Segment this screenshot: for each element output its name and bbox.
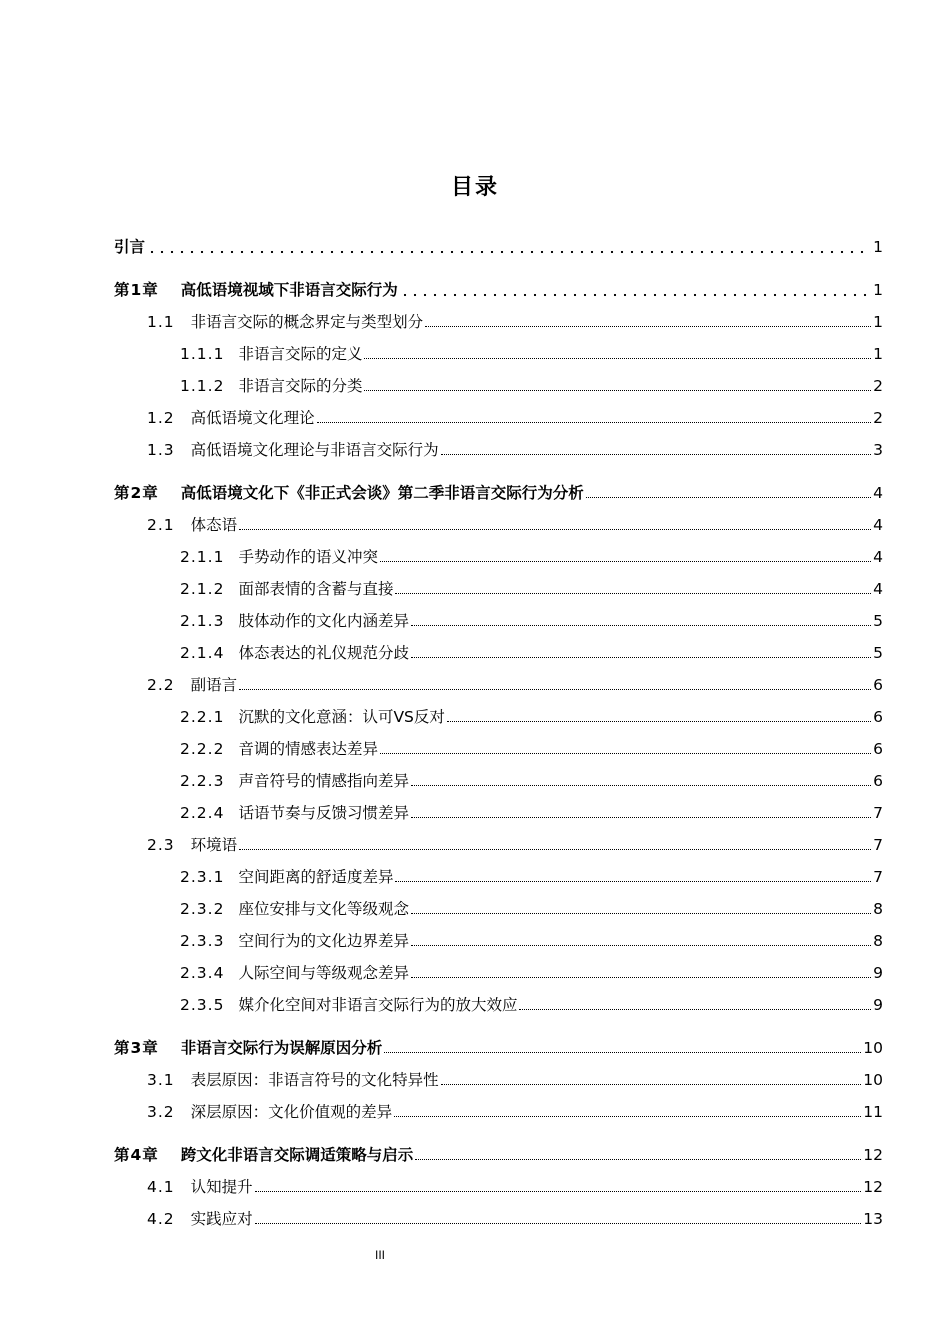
toc-entry-text: 高低语境文化下《非正式会谈》第二季非语言交际行为分析 bbox=[180, 484, 584, 502]
toc-entry-page: 6 bbox=[873, 772, 883, 790]
toc-entry[interactable] bbox=[114, 510, 883, 536]
toc-entry-text: 高低语境文化理论 bbox=[190, 409, 315, 427]
toc-entry-text: 声音符号的情感指向差异 bbox=[238, 772, 409, 790]
toc-entry[interactable] bbox=[114, 958, 883, 984]
toc-entry[interactable] bbox=[114, 478, 883, 504]
toc-entry-number: 2.2.3 bbox=[180, 772, 225, 790]
toc-entry-label bbox=[147, 834, 237, 856]
toc-entry-page: 4 bbox=[873, 484, 883, 502]
toc-entry-page: 1 bbox=[873, 313, 883, 331]
toc-entry-label bbox=[180, 610, 409, 632]
dot-leader bbox=[147, 250, 871, 254]
toc-entry-number: 2.2.2 bbox=[180, 740, 225, 758]
toc-entry[interactable] bbox=[114, 307, 883, 333]
toc-entry-page: 4 bbox=[873, 580, 883, 598]
toc-entry-page: 3 bbox=[873, 441, 883, 459]
toc-entry-label bbox=[180, 343, 362, 365]
toc-entry-page: 7 bbox=[873, 868, 883, 886]
toc-entry-number: 2.1 bbox=[147, 516, 175, 534]
toc-entry-page: 1 bbox=[873, 345, 883, 363]
toc-entry-label bbox=[147, 514, 237, 536]
toc-entry-text: 认知提升 bbox=[190, 1178, 253, 1196]
toc-entry-page: 12 bbox=[863, 1178, 883, 1196]
toc-entry-text: 非语言交际的概念界定与类型划分 bbox=[190, 313, 424, 331]
dot-leader bbox=[411, 817, 871, 818]
dot-leader bbox=[411, 945, 871, 946]
toc-entry-page: 6 bbox=[873, 676, 883, 694]
toc-entry-number: 1.1 bbox=[147, 313, 175, 331]
toc-entry[interactable] bbox=[114, 990, 883, 1016]
toc-entry-page: 6 bbox=[873, 740, 883, 758]
toc-entry-page: 12 bbox=[863, 1146, 883, 1164]
page-title: 目录 bbox=[450, 175, 499, 200]
toc-entry[interactable] bbox=[114, 542, 883, 568]
toc-entry-label bbox=[147, 439, 439, 461]
dot-leader bbox=[239, 849, 871, 850]
toc-entry-number: 2.3.2 bbox=[180, 900, 225, 918]
dot-leader bbox=[400, 293, 871, 297]
dot-leader bbox=[395, 881, 871, 882]
dot-leader bbox=[519, 1009, 871, 1010]
toc-entry-page: 11 bbox=[863, 1103, 883, 1121]
toc-entry-page: 13 bbox=[863, 1210, 883, 1228]
toc-entry-text: 深层原因：文化价值观的差异 bbox=[190, 1103, 393, 1121]
toc-entry-page: 1 bbox=[873, 281, 883, 299]
toc-entry-page: 9 bbox=[873, 996, 883, 1014]
toc-entry-text: 座位安排与文化等级观念 bbox=[238, 900, 409, 918]
toc-entry-page: 1 bbox=[873, 238, 883, 256]
toc-entry[interactable] bbox=[114, 435, 883, 461]
toc-entry-label bbox=[147, 311, 423, 333]
toc-entry[interactable] bbox=[114, 1065, 883, 1091]
toc-entry-label bbox=[147, 1176, 253, 1198]
dot-leader bbox=[411, 657, 871, 658]
toc-entry[interactable] bbox=[114, 606, 883, 632]
toc-entry-label bbox=[147, 1208, 253, 1230]
dot-leader bbox=[394, 1116, 861, 1117]
toc-entry[interactable] bbox=[114, 403, 883, 429]
toc-entry-page: 5 bbox=[873, 612, 883, 630]
toc-entry-number: 2.1.3 bbox=[180, 612, 225, 630]
toc-entry-label bbox=[180, 375, 362, 397]
toc-entry[interactable] bbox=[114, 1172, 883, 1198]
toc-entry-number: 3.1 bbox=[147, 1071, 175, 1089]
toc-entry-text: 面部表情的含蓄与直接 bbox=[238, 580, 394, 598]
toc-entry-label bbox=[114, 1144, 413, 1166]
toc-entry-number: 第2章 bbox=[114, 484, 159, 502]
toc-entry-text: 跨文化非语言交际调适策略与启示 bbox=[180, 1146, 414, 1164]
toc-entry[interactable] bbox=[114, 1097, 883, 1123]
toc-entry-page: 4 bbox=[873, 548, 883, 566]
toc-entry-label bbox=[147, 1069, 439, 1091]
toc-entry-label bbox=[147, 1101, 392, 1123]
toc-entry[interactable] bbox=[114, 926, 883, 952]
toc-entry-number: 2.2.1 bbox=[180, 708, 225, 726]
toc-entry-page: 4 bbox=[873, 516, 883, 534]
dot-leader bbox=[255, 1223, 862, 1224]
toc-entry-number: 第4章 bbox=[114, 1146, 159, 1164]
dot-leader bbox=[441, 454, 871, 455]
toc-entry-label bbox=[180, 546, 378, 568]
toc-entry[interactable] bbox=[114, 702, 883, 728]
dot-leader bbox=[380, 753, 871, 754]
toc-entry-label bbox=[114, 1037, 382, 1059]
toc-entry-text: 沉默的文化意涵：认可VS反对 bbox=[238, 708, 445, 726]
toc-entry-text: 空间距离的舒适度差异 bbox=[238, 868, 394, 886]
toc-entry[interactable] bbox=[114, 339, 883, 365]
dot-leader bbox=[586, 497, 871, 498]
dot-leader bbox=[239, 529, 871, 530]
toc-entry[interactable] bbox=[114, 766, 883, 792]
toc-entry[interactable] bbox=[114, 1033, 883, 1059]
toc-entry-text: 实践应对 bbox=[190, 1210, 253, 1228]
toc-entry[interactable] bbox=[114, 275, 883, 301]
toc-entry[interactable] bbox=[114, 1140, 883, 1166]
dot-leader bbox=[239, 689, 871, 690]
toc-entry-label bbox=[114, 482, 584, 504]
toc-entry-label bbox=[180, 962, 409, 984]
toc-entry-number: 4.1 bbox=[147, 1178, 175, 1196]
toc-entry-label bbox=[180, 706, 445, 728]
toc-entry-text: 人际空间与等级观念差异 bbox=[238, 964, 409, 982]
toc-entry-number: 第1章 bbox=[114, 281, 159, 299]
toc-entry[interactable] bbox=[114, 734, 883, 760]
dot-leader bbox=[364, 358, 871, 359]
toc-entry-label bbox=[114, 236, 145, 258]
toc-entry-text: 非语言交际行为误解原因分析 bbox=[180, 1039, 383, 1057]
toc-entry[interactable] bbox=[114, 574, 883, 600]
toc-entry-label bbox=[180, 930, 409, 952]
toc-entry[interactable] bbox=[114, 670, 883, 696]
toc-entry-text: 高低语境文化理论与非语言交际行为 bbox=[190, 441, 439, 459]
toc-entry[interactable] bbox=[114, 798, 883, 824]
toc-entry-text: 体态表达的礼仪规范分歧 bbox=[238, 644, 409, 662]
toc-entry-text: 手势动作的语义冲突 bbox=[238, 548, 378, 566]
dot-leader bbox=[411, 977, 871, 978]
toc-entry-label bbox=[180, 578, 393, 600]
toc-entry-number: 4.2 bbox=[147, 1210, 175, 1228]
toc-entry-text: 肢体动作的文化内涵差异 bbox=[238, 612, 409, 630]
toc-entry-label bbox=[114, 279, 398, 301]
dot-leader bbox=[364, 390, 871, 391]
toc-entry-label bbox=[180, 642, 409, 664]
toc-entry-number: 1.2 bbox=[147, 409, 175, 427]
toc-entry-number: 2.3 bbox=[147, 836, 175, 854]
dot-leader bbox=[441, 1084, 862, 1085]
toc-entry-page: 10 bbox=[863, 1039, 883, 1057]
dot-leader bbox=[447, 721, 871, 722]
toc-entry-number: 2.2 bbox=[147, 676, 175, 694]
toc-entry-number: 1.1.1 bbox=[180, 345, 225, 363]
toc-entry-page: 2 bbox=[873, 377, 883, 395]
toc-entry-text: 高低语境视域下非语言交际行为 bbox=[180, 281, 398, 299]
toc-entry-text: 环境语 bbox=[190, 836, 238, 854]
dot-leader bbox=[317, 422, 871, 423]
toc-entry-text: 表层原因：非语言符号的文化特异性 bbox=[190, 1071, 439, 1089]
toc-entry-label bbox=[180, 898, 409, 920]
toc-entry-number: 1.3 bbox=[147, 441, 175, 459]
toc-entry[interactable] bbox=[114, 232, 883, 258]
toc-entry-page: 5 bbox=[873, 644, 883, 662]
toc-entry-number: 3.2 bbox=[147, 1103, 175, 1121]
toc-entry-label bbox=[147, 674, 237, 696]
toc-entry-number: 2.1.4 bbox=[180, 644, 225, 662]
toc-entry-page: 6 bbox=[873, 708, 883, 726]
toc-entry-text: 副语言 bbox=[190, 676, 238, 694]
dot-leader bbox=[255, 1191, 862, 1192]
toc-entry-number: 1.1.2 bbox=[180, 377, 225, 395]
toc-entry-number: 2.3.4 bbox=[180, 964, 225, 982]
dot-leader bbox=[415, 1159, 861, 1160]
toc-entry[interactable] bbox=[114, 894, 883, 920]
dot-leader bbox=[384, 1052, 861, 1053]
toc-entry-text: 引言 bbox=[114, 238, 146, 256]
toc-entry-number: 2.3.5 bbox=[180, 996, 225, 1014]
toc-entry[interactable] bbox=[114, 371, 883, 397]
toc-entry-label bbox=[147, 407, 315, 429]
toc-entry-text: 音调的情感表达差异 bbox=[238, 740, 378, 758]
toc-entry[interactable] bbox=[114, 862, 883, 888]
toc-entry[interactable] bbox=[114, 1204, 883, 1230]
toc-entry-number: 2.2.4 bbox=[180, 804, 225, 822]
toc-entry-page: 9 bbox=[873, 964, 883, 982]
toc-entry-label bbox=[180, 738, 378, 760]
toc-entry-page: 2 bbox=[873, 409, 883, 427]
toc-entry-page: 10 bbox=[863, 1071, 883, 1089]
toc-entry-label bbox=[180, 802, 409, 824]
toc-entry-text: 非语言交际的定义 bbox=[238, 345, 363, 363]
toc-entry-text: 体态语 bbox=[190, 516, 238, 534]
dot-leader bbox=[411, 625, 871, 626]
toc-entry-page: 8 bbox=[873, 900, 883, 918]
toc-entry-text: 媒介化空间对非语言交际行为的放大效应 bbox=[238, 996, 518, 1014]
dot-leader bbox=[411, 913, 871, 914]
dot-leader bbox=[395, 593, 871, 594]
toc-entry-page: 7 bbox=[873, 804, 883, 822]
toc-entry-label bbox=[180, 994, 517, 1016]
toc-entry-number: 2.1.1 bbox=[180, 548, 225, 566]
toc-entry-page: 8 bbox=[873, 932, 883, 950]
toc-entry-label bbox=[180, 866, 393, 888]
toc-entry-number: 2.1.2 bbox=[180, 580, 225, 598]
toc-entry-number: 2.3.3 bbox=[180, 932, 225, 950]
toc-entry-label bbox=[180, 770, 409, 792]
page-number-footer: III bbox=[374, 1248, 385, 1262]
toc-entry-number: 第3章 bbox=[114, 1039, 159, 1057]
toc-entry-text: 非语言交际的分类 bbox=[238, 377, 363, 395]
toc-entry-text: 话语节奏与反馈习惯差异 bbox=[238, 804, 409, 822]
toc-entry-text: 空间行为的文化边界差异 bbox=[238, 932, 409, 950]
dot-leader bbox=[380, 561, 871, 562]
dot-leader bbox=[411, 785, 871, 786]
toc-entry[interactable] bbox=[114, 638, 883, 664]
toc-entry-number: 2.3.1 bbox=[180, 868, 225, 886]
dot-leader bbox=[425, 326, 871, 327]
toc-entry-page: 7 bbox=[873, 836, 883, 854]
toc-entry[interactable] bbox=[114, 830, 883, 856]
